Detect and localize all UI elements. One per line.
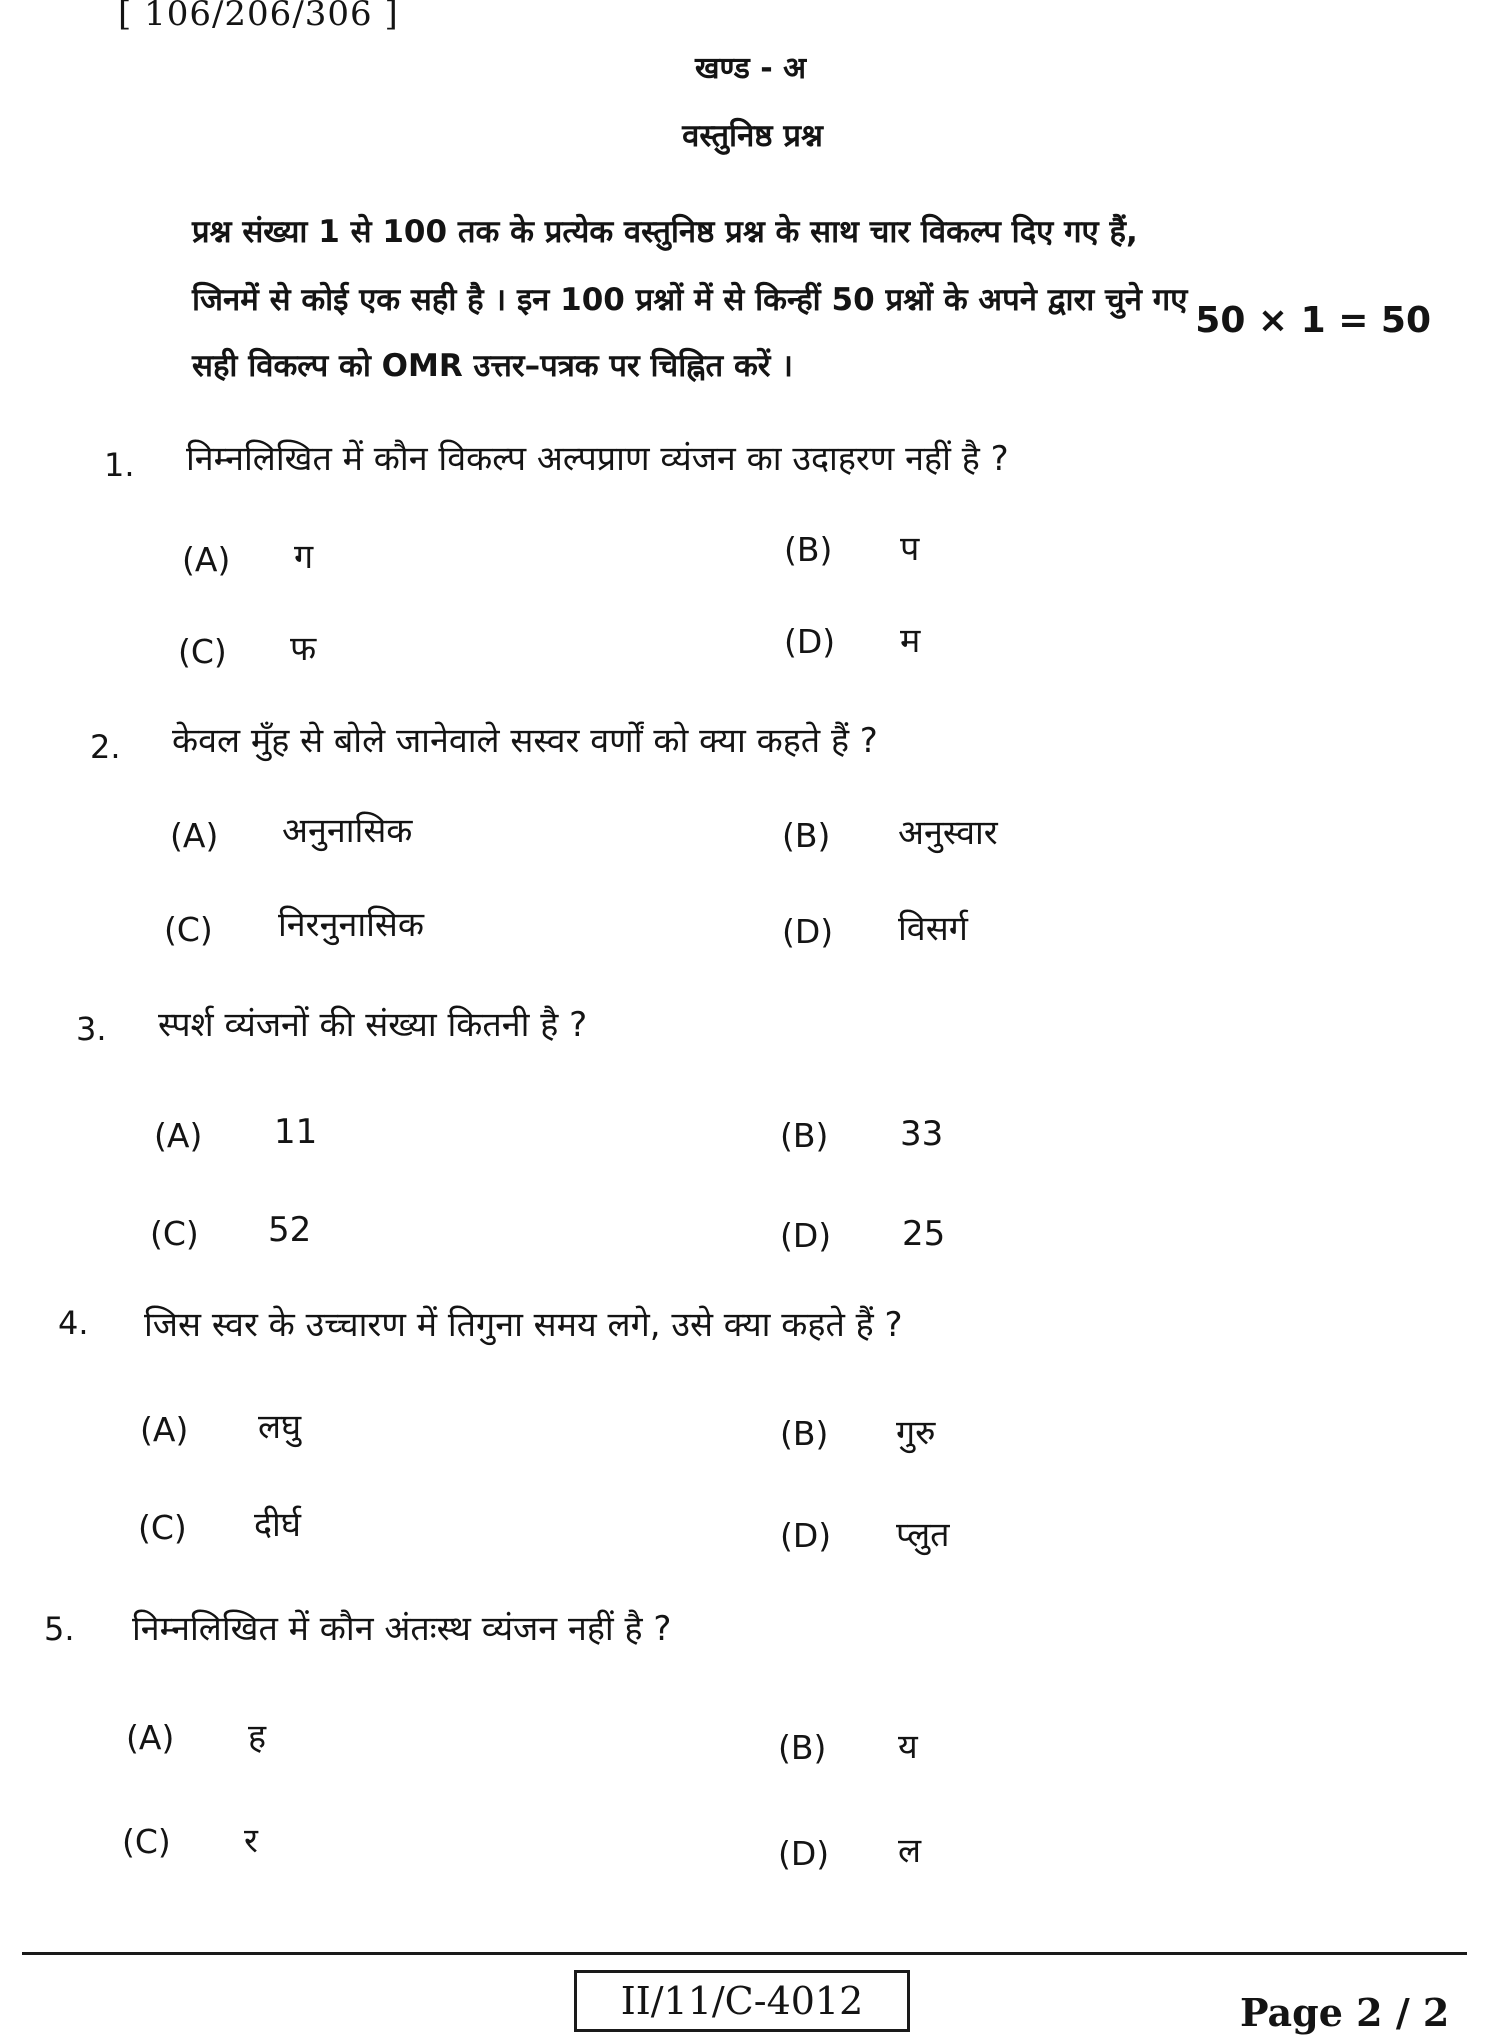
booklet-code: II/11/C-4012 <box>574 1970 910 2032</box>
question-text: स्पर्श व्यंजनों की संख्या कितनी है ? <box>158 1005 588 1045</box>
option-text-a: अनुनासिक <box>282 811 413 851</box>
instruction-line-3: सही विकल्प को OMR उत्तर–पत्रक पर चिह्नित करें । <box>192 348 794 384</box>
option-text-c: 52 <box>268 1210 312 1250</box>
option-text-d: प्लुत <box>896 1515 950 1555</box>
option-text-c: फ <box>290 629 317 669</box>
marks-allocation: 50 × 1 = 50 <box>1195 300 1431 341</box>
option-text-a: ग <box>294 537 314 577</box>
option-label-d: (D) <box>784 622 836 661</box>
option-text-d: 25 <box>902 1214 946 1254</box>
option-text-b: गुरु <box>896 1413 936 1453</box>
option-text-c: र <box>244 1821 258 1861</box>
option-label-b: (B) <box>780 1116 829 1155</box>
question-text: निम्नलिखित में कौन विकल्प अल्पप्राण व्यंजन का उदाहरण नहीं है ? <box>186 439 1009 479</box>
option-text-d: ल <box>898 1831 922 1871</box>
option-label-a: (A) <box>182 540 231 579</box>
option-label-d: (D) <box>782 912 834 951</box>
option-label-c: (C) <box>150 1214 199 1253</box>
page-number: Page 2 / 2 <box>1240 1990 1450 2035</box>
option-label-a: (A) <box>154 1116 203 1155</box>
option-label-b: (B) <box>782 816 831 855</box>
option-text-b: 33 <box>900 1114 944 1154</box>
question-number: 4. <box>58 1304 89 1342</box>
option-label-b: (B) <box>784 530 833 569</box>
option-text-d: म <box>900 621 921 661</box>
option-label-d: (D) <box>778 1834 830 1873</box>
option-label-b: (B) <box>778 1728 827 1767</box>
instruction-line-1: प्रश्न संख्या 1 से 100 तक के प्रत्येक वस्तुनिष्ठ प्रश्न के साथ चार विकल्प दिए गए हैं, <box>192 214 1138 250</box>
option-text-b: य <box>898 1727 918 1767</box>
option-text-c: दीर्घ <box>254 1505 301 1545</box>
option-label-b: (B) <box>780 1414 829 1453</box>
option-text-c: निरनुनासिक <box>278 905 425 945</box>
option-text-b: अनुस्वार <box>898 813 998 853</box>
option-text-a: ह <box>248 1717 267 1757</box>
question-text: केवल मुँह से बोले जानेवाले सस्वर वर्णों को क्या कहते हैं ? <box>172 721 878 761</box>
option-text-b: प <box>900 529 920 569</box>
section-title: खण्ड - अ <box>694 51 807 86</box>
option-label-a: (A) <box>170 816 219 855</box>
option-label-c: (C) <box>122 1822 171 1861</box>
option-text-d: विसर्ग <box>898 909 968 949</box>
option-label-d: (D) <box>780 1516 832 1555</box>
option-label-c: (C) <box>178 632 227 671</box>
option-text-a: लघु <box>258 1407 302 1447</box>
question-number: 5. <box>44 1610 75 1648</box>
footer-divider <box>22 1952 1467 1955</box>
option-text-a: 11 <box>274 1112 318 1152</box>
option-label-a: (A) <box>140 1410 189 1449</box>
question-text: जिस स्वर के उच्चारण में तिगुना समय लगे, उसे क्या कहते हैं ? <box>144 1305 903 1345</box>
question-number: 1. <box>104 446 135 484</box>
question-text: निम्नलिखित में कौन अंतःस्थ व्यंजन नहीं है ? <box>132 1609 672 1649</box>
instruction-line-2: जिनमें से कोई एक सही है । इन 100 प्रश्नों में से किन्हीं 50 प्रश्नों के अपने द्वारा चुने गए <box>192 282 1188 318</box>
question-number: 2. <box>90 728 121 766</box>
question-number: 3. <box>76 1010 107 1048</box>
option-label-c: (C) <box>138 1508 187 1547</box>
option-label-a: (A) <box>126 1718 175 1757</box>
option-label-c: (C) <box>164 910 213 949</box>
option-label-d: (D) <box>780 1216 832 1255</box>
section-subtitle: वस्तुनिष्ठ प्रश्न <box>682 118 823 154</box>
paper-code: [ 106/206/306 ] <box>118 0 399 34</box>
